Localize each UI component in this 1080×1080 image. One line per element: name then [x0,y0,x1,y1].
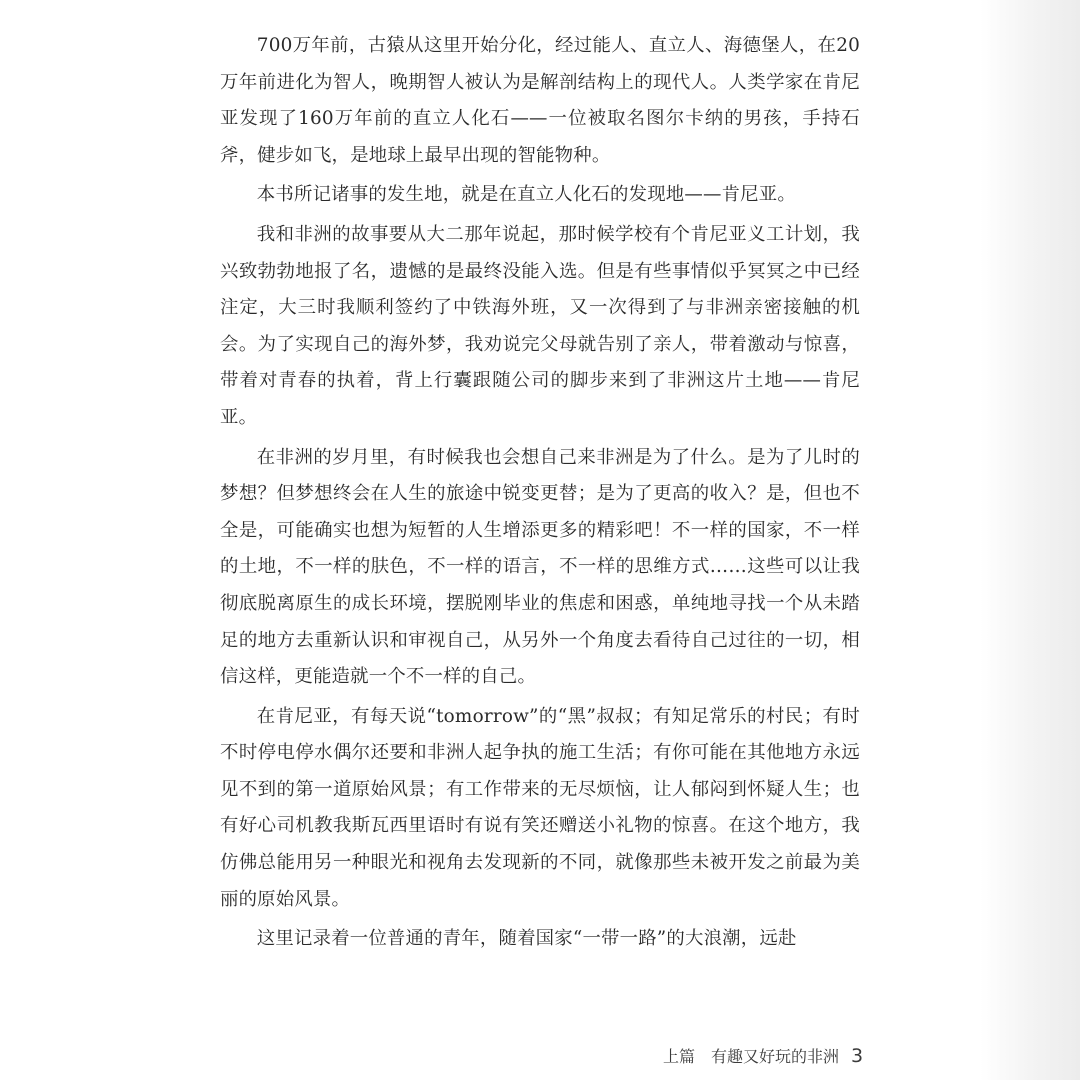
paragraph-5: 在肯尼亚，有每天说“tomorrow”的“黑”叔叔；有知足常乐的村民；有时不时停电停水偶尔还要和非洲人起争执的施工生活；有你可能在其他地方永远见不到的第一道原始风景；有工作带来的无尽烦恼，让人郁闷到怀疑人生；也有好心司机教我斯瓦西里语时有说有笑还赠送小礼物的惊喜。在这个地方，我仿佛总能用另一种眼光和视角去发现新的不同，就像那些未被开发之前最为美丽的原始风景。 [220,705,860,910]
paragraph-1: 700万年前，古猿从这里开始分化，经过能人、直立人、海德堡人，在20万年前进化为智人，晚期智人被认为是解剖结构上的现代人。人类学家在肯尼亚发现了160万年前的直立人化石——一位被取名图尔卡纳的男孩，手持石斧，健步如飞，是地球上最早出现的智能物种。 [220,35,860,166]
paragraph-6: 这里记录着一位普通的青年，随着国家“一带一路”的大浪潮，远赴 [256,928,797,950]
footer-part-label: 上篇 [663,1047,696,1066]
page-number: 3 [851,1045,864,1067]
page-footer [663,1044,863,1074]
footer-chapter-title: 有趣又好玩的非洲 [711,1047,840,1066]
spine-shadow [980,0,1080,1080]
paragraph-2: 本书所记诸事的发生地，就是在直立人化石的发现地——肯尼亚。 [256,184,796,206]
paragraph-4: 在非洲的岁月里，有时候我也会想自己来非洲是为了什么。是为了儿时的梦想？但梦想终会在人生的旅途中锐变更替；是为了更高的收入？是，但也不全是，可能确实也想为短暂的人生增添更多的精彩吧！不一样的国家，不一样的土地，不一样的肤色，不一样的语言，不一样的思维方式……这些可以让我彻底脱离原生的成长环境，摆脱刚毕业的焦虑和困惑，单纯地寻找一个从未踏足的地方去重新认识和审视自己，从另外一个角度去看待自己过往的一切，相信这样，更能造就一个不一样的自己。 [220,446,860,688]
paragraph-3: 我和非洲的故事要从大二那年说起，那时候学校有个肯尼亚义工计划，我兴致勃勃地报了名，遗憾的是最终没能入选。但是有些事情似乎冥冥之中已经注定，大三时我顺利签约了中铁海外班，又一次得到了与非洲亲密接触的机会。为了实现自己的海外梦，我劝说完父母就告别了亲人，带着激动与惊喜，带着对青春的执着，背上行囊跟随公司的脚步来到了非洲这片土地——肯尼亚。 [220,223,860,428]
body-text [220,28,860,961]
